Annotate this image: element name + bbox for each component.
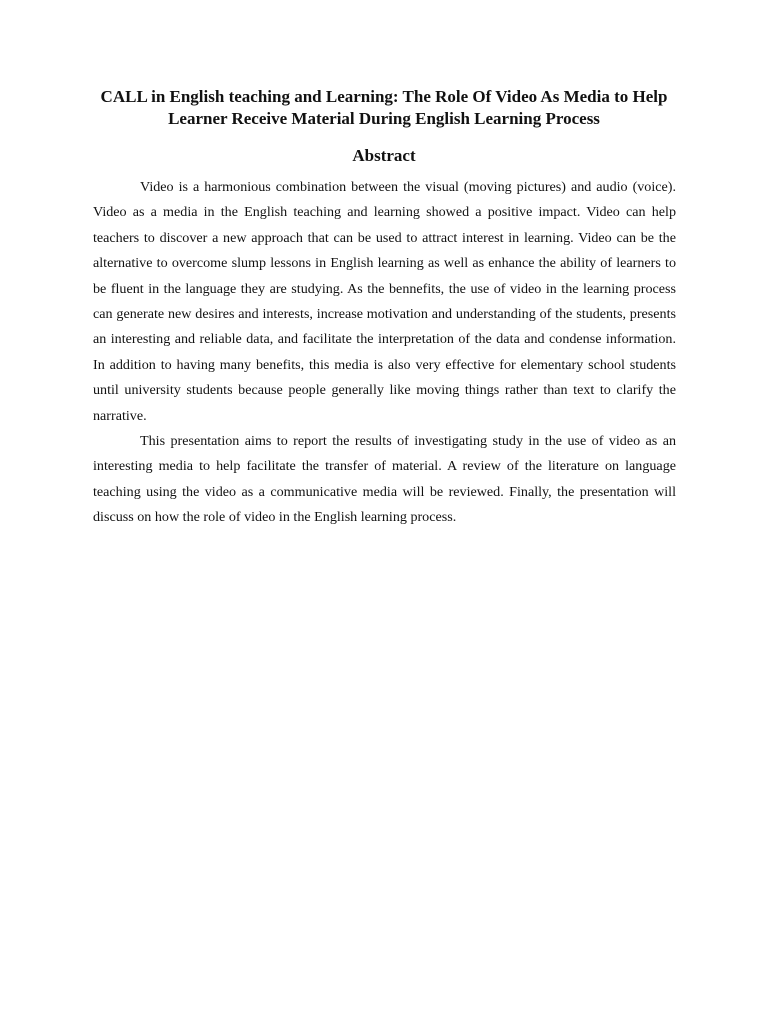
abstract-paragraph-1: Video is a harmonious combination between the visual (moving pictures) and audio (voice). Video as a media in the English teaching and learning showed a positive impact. Video can help teachers to discover a new approach that can be used to attract interest in learning. Video can be the alternative to overcome slump lessons in English learning as well as enhance the ability of learners to be fluent in the language they are studying. As the bennefits, the use of video in the learning process can generate new desires and interests, increase motivation and understanding of the students, presents an interesting and reliable data, and facilitate the interpretation of the data and condense information. In addition to having many benefits, this media is also very effective for elementary school students until university students because people generally like moving things rather than text to clarify the narrative. bbox=[93, 179, 676, 424]
document-title bbox=[60, 86, 708, 130]
abstract-body bbox=[93, 175, 676, 531]
title-line-2: Learner Receive Material During English Learning Process bbox=[168, 109, 600, 128]
title-line-1: CALL in English teaching and Learning: The Role Of Video As Media to Help bbox=[100, 87, 668, 106]
abstract-paragraph-2: This presentation aims to report the results of investigating study in the use of video as an interesting media to help facilitate the transfer of material. A review of the literature on language teaching using the video as a communicative media will be reviewed. Finally, the presentation will discuss on how the role of video in the English learning process. bbox=[93, 433, 676, 526]
abstract-heading: Abstract bbox=[352, 146, 416, 165]
